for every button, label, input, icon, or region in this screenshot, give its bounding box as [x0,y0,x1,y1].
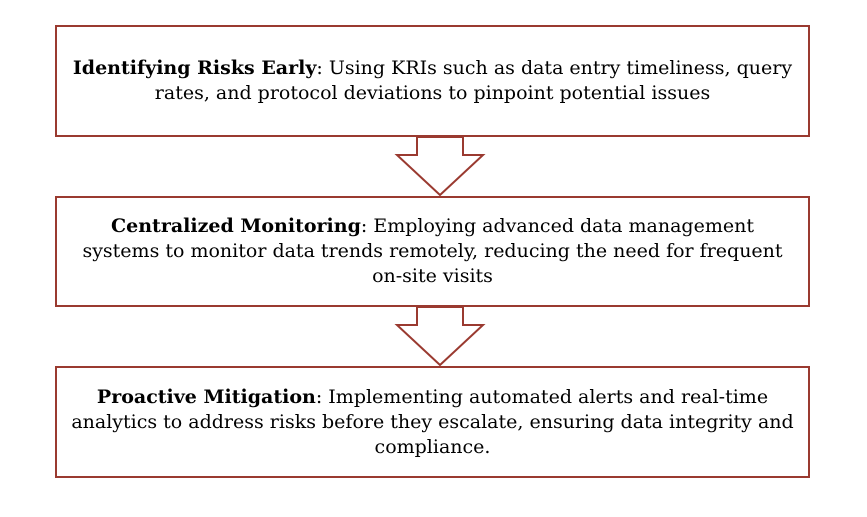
step-title: Identifying Risks Early [72,57,317,79]
step-box-identifying-risks [55,25,810,137]
step-separator: : [360,215,374,237]
step-description: Using KRIs such as data entry timeliness, query rates, and protocol deviations to pinpoint potential issues [154,57,793,104]
step-title: Proactive Mitigation [96,385,316,408]
arrow-shape [397,307,483,365]
down-arrow-icon [395,137,485,196]
step-separator: : [316,57,329,79]
step-description: Employing advanced data management systems to monitor data trends remotely, reducing the need for frequent on-site visits [82,215,783,287]
arrow-shape [397,137,483,195]
step-box-centralized-monitoring [55,196,810,307]
step-separator: : [315,385,329,408]
step-description: Implementing automated alerts and real-time analytics to address risks before they escalate, ensuring data integrity and compliance. [71,385,794,458]
step-text [71,385,794,460]
step-title: Centralized Monitoring [111,215,361,237]
down-arrow-icon [395,307,485,366]
step-text [71,214,794,289]
step-text [71,56,794,106]
step-box-proactive-mitigation [55,366,810,478]
